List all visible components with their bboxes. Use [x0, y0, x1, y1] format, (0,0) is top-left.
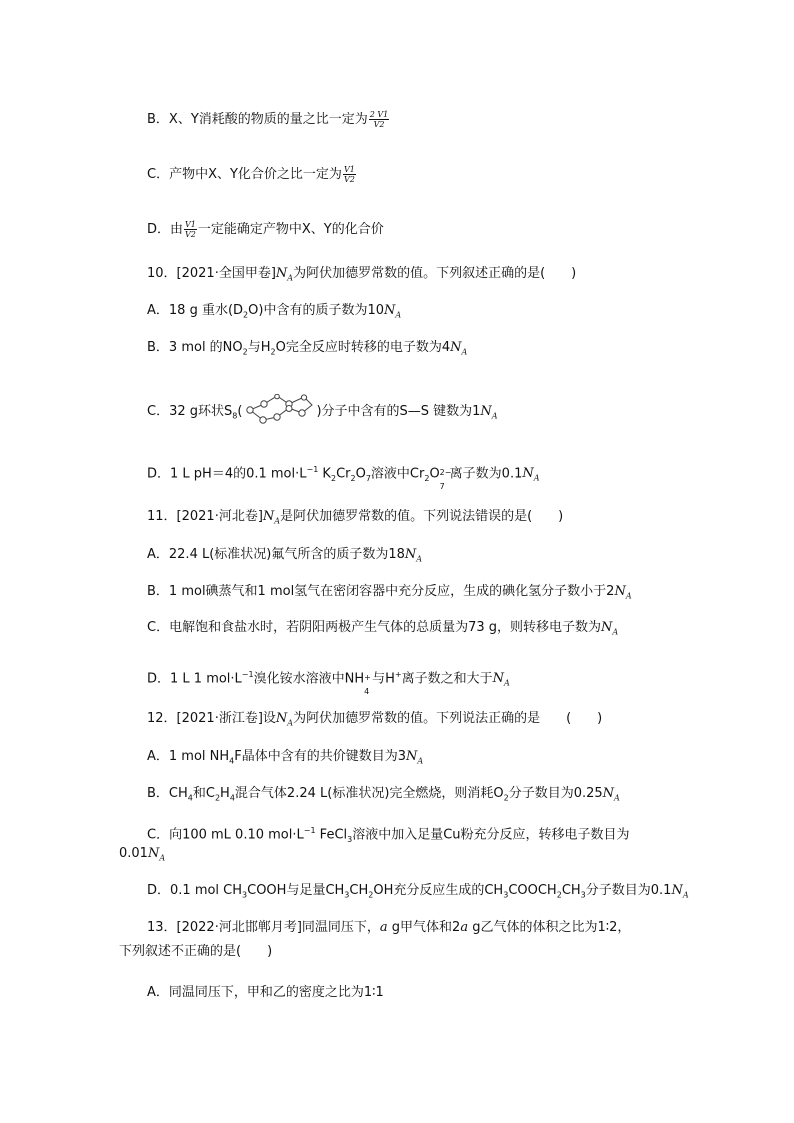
fraction-denominator: V2	[185, 230, 196, 239]
avogadro-symbol: $N_A$	[492, 671, 510, 688]
avogadro-symbol: $N_A$	[275, 711, 294, 728]
fraction-denominator: V2	[343, 175, 355, 184]
q12-stem	[147, 711, 602, 732]
q10-option-d: D．1 L pH＝4的0.1 $mol\cdot L^{-1}$ $K_2Cr_2O_7$溶液中$Cr_2O$ 2− 7 离子数为$0.1N_A$	[147, 465, 540, 492]
s8-ring-structure-icon	[244, 394, 314, 430]
q10-question: 为阿伏加德罗常数的值。下列叙述正确的是( )	[293, 266, 577, 281]
fraction	[184, 220, 197, 239]
fraction-numerator: V1	[343, 165, 355, 174]
q12-option-c-continued: $0.01N_A$	[119, 846, 166, 863]
q12-option-d: D．0.1 mol $CH_3COOH$与足量$CH_3CH_2OH$充分反应生成的$CH_3COOCH_2CH_3$分子数目为$0.1N_A$	[147, 883, 689, 900]
q11-option-a: A．22.4 L(标准状况)氟气所含的质子数为$18N_A$	[147, 547, 423, 564]
q9-option-d-prefix: D．由	[147, 222, 184, 237]
avogadro-symbol: $N_A$	[602, 786, 620, 803]
q10-stem	[147, 266, 576, 287]
q11-source: 11．[2021·河北卷]	[147, 509, 263, 524]
q12-option-b: B．$CH_4$和$C_2H_4$混合气体2.24 L(标准状况)完全燃烧，则消耗$O_2$分子数目为$0.25N_A$	[147, 786, 620, 803]
q9-option-c	[147, 165, 357, 184]
avogadro-symbol: $N_A$	[450, 340, 468, 357]
q13-stem: 13．[2022·河北邯郸月考]同温同压下，a g甲气体和2a g乙气体的体积之比为1∶2，	[147, 920, 631, 935]
fraction-denominator: V2	[373, 120, 385, 129]
q12-source: 12．[2021·浙江卷]设	[147, 711, 276, 726]
fraction-numerator: V1	[185, 220, 196, 229]
q12-question: 为阿伏加德罗常数的值。下列说法正确的是 ( )	[293, 711, 603, 726]
q13-stem-continued: 下列叙述不正确的是( )	[119, 944, 273, 959]
q9-option-c-text: C．产物中X、Y化合价之比一定为	[147, 167, 342, 182]
avogadro-symbol: $N_A$	[262, 509, 281, 526]
avogadro-symbol: $N_A$	[601, 620, 619, 637]
fraction	[343, 165, 356, 184]
q11-stem	[147, 509, 563, 530]
avogadro-symbol: $N_A$	[614, 584, 632, 601]
q10-option-a: A．18 g 重水$(D_2O)$中含有的质子数为$10N_A$	[147, 303, 402, 320]
q10-option-c: C．32 g环状$S_8$( )分子中含有的S—S 键数为$1N_A$	[147, 393, 498, 436]
avogadro-symbol: $N_A$	[671, 883, 689, 900]
q11-option-d: D．1 L 1 $mol\cdot L^{-1}$溴化铵水溶液中NH + 4 与H+离子数之和大于$N_A$	[147, 670, 510, 697]
avogadro-symbol: $N_A$	[406, 749, 424, 766]
q9-option-b-text: B．X、Y消耗酸的物质的量之比一定为	[147, 112, 368, 127]
q10-option-b: B．3 mol 的$NO_2$与$H_2O$完全反应时转移的电子数为$4N_A$	[147, 340, 468, 357]
avogadro-symbol: $N_A$	[275, 266, 294, 283]
avogadro-symbol: $N_A$	[522, 466, 540, 483]
avogadro-symbol: $N_A$	[384, 303, 402, 320]
q11-option-c: C．电解饱和食盐水时，若阴阳两极产生气体的总质量为73 g，则转移电子数为$N_A$	[147, 620, 619, 637]
q9-option-b	[147, 110, 390, 129]
fraction-numerator: 2 V1	[369, 110, 389, 119]
avogadro-symbol: $N_A$	[480, 404, 498, 421]
q9-option-d	[147, 220, 384, 239]
q12-option-c: C．向100 mL 0.10 $mol\cdot L^{-1}$ FeCl$_3$溶液中加入足量Cu粉充分反应，转移电子数目为	[147, 826, 630, 844]
q13-option-a: A．同温同压下，甲和乙的密度之比为1∶1	[147, 985, 384, 1000]
fraction	[369, 110, 390, 129]
q11-option-b: B．1 mol碘蒸气和1 mol氢气在密闭容器中充分反应，生成的碘化氢分子数小于$2N_A$	[147, 584, 632, 601]
q10-source: 10．[2021·全国甲卷]	[147, 266, 276, 281]
q11-question: 是阿伏加德罗常数的值。下列说法错误的是( )	[280, 509, 564, 524]
q9-option-d-suffix: 一定能确定产物中X、Y的化合价	[197, 222, 384, 237]
avogadro-symbol: $N_A$	[147, 846, 166, 863]
avogadro-symbol: $N_A$	[404, 547, 423, 564]
q13-source: 13．[2022·河北邯郸月考]同温同压下，	[147, 920, 380, 935]
q12-option-a: A．1 mol $NH_4F$晶体中含有的共价键数目为$3N_A$	[147, 749, 424, 766]
